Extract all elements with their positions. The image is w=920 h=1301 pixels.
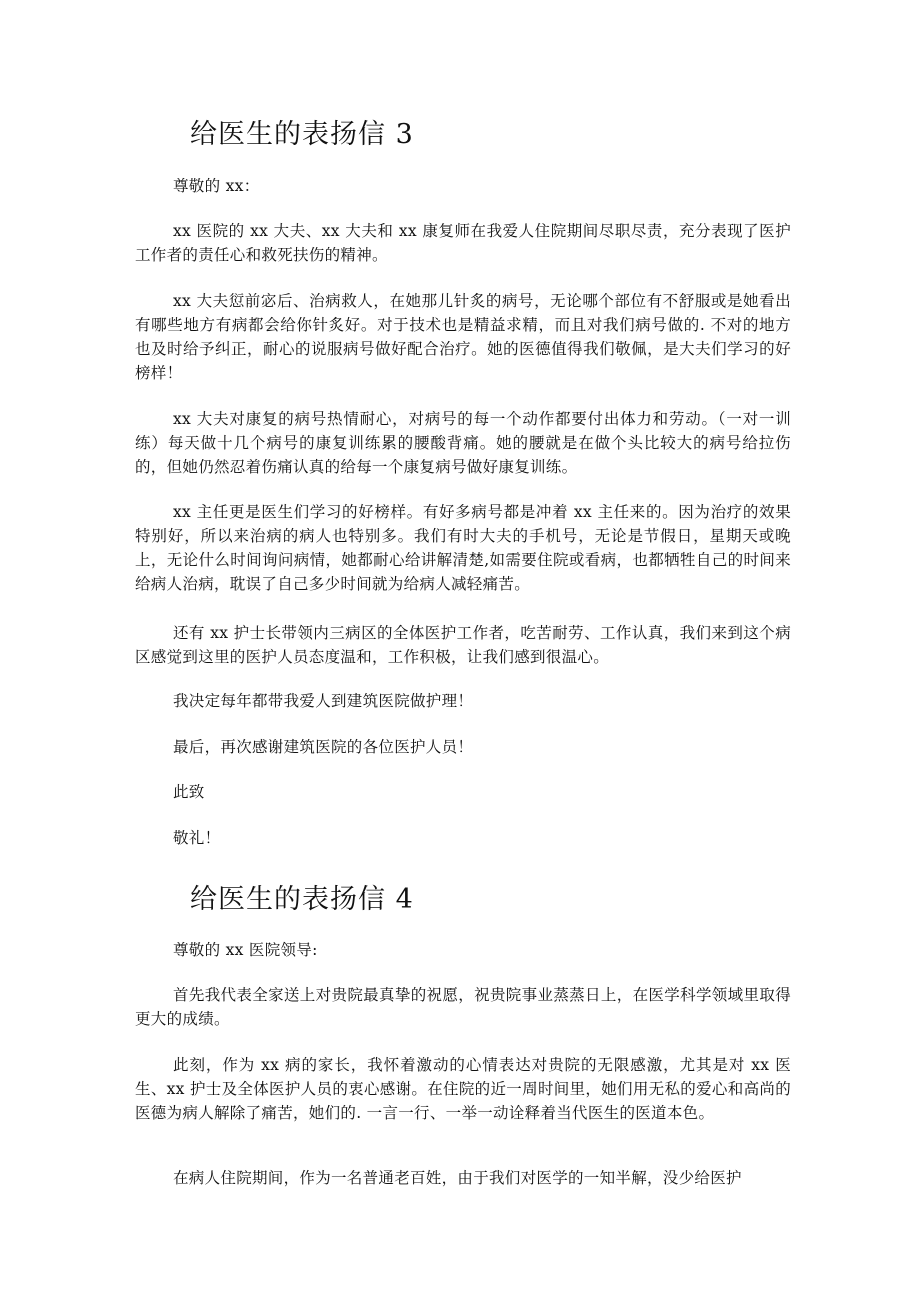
letter-3-paragraph-2: xx 大夫愆前宓后、治病救人，在她那儿针炙的病号，无论哪个部位有不舒服或是她看出有哪些地方有病都会给你针炙好。对于技术也是精益求精，而且对我们病号做的. 不对的地方也及时给予纠正，耐心的说服病号做好配合治疗。她的医德值得我们敬佩，是大夫们学习的好榜样！ [135,292,791,382]
letter-4-paragraph-1: 首先我代表全家送上对贵院最真挚的祝愿，祝贵院事业蒸蒸日上，在医学科学领域里取得更大的成绩。 [135,986,791,1028]
letter-4-paragraph-3: 在病人住院期间，作为一名普通老百姓，由于我们对医学的一知半解，没少给医护 [173,1169,742,1187]
letter-3-decision-line: 我决定每年都带我爱人到建筑医院做护理！ [173,692,474,710]
letter-3-title: 给医生的表扬信 3 [190,119,414,150]
letter-4-paragraph-2: 此刻，作为 xx 病的家长，我怀着激动的心情表达对贵院的无限感激，尤其是对 xx 医生、xx 护士及全体医护人员的衷心感谢。在住院的近一周时间里，她们用无私的爱心和高尚的医德为病人解除了痛苦，她们的. 一言一行、一举一动诠释着当代医生的医道本色。 [135,1056,791,1122]
letter-3-thanks-line: 最后，再次感谢建筑医院的各位医护人员！ [173,738,474,756]
letter-3-closing-2: 敬礼！ [173,829,221,847]
letter-3-paragraph-1: xx 医院的 xx 大夫、xx 大夫和 xx 康复师在我爱人住院期间尽职尽责，充分表现了医护工作者的责任心和救死扶伤的精神。 [135,222,791,264]
letter-3-paragraph-5: 还有 xx 护士长带领内三病区的全体医护工作者，吃苦耐劳、工作认真，我们来到这个病区感觉到这里的医护人员态度温和，工作积极，让我们感到很温心。 [135,624,791,666]
letter-3-paragraph-3: xx 大夫对康复的病号热情耐心，对病号的每一个动作都要付出体力和劳动。（一对一训练）每天做十几个病号的康复训练累的腰酸背痛。她的腰就是在做个头比较大的病号给拉伤的，但她仍然忍着伤痛认真的给每一个康复病号做好康复训练。 [135,410,791,476]
letter-3-greeting: 尊敬的 xx： [173,177,260,195]
letter-3-paragraph-4: xx 主任更是医生们学习的好榜样。有好多病号都是冲着 xx 主任来的。因为治疗的效果特别好，所以来治病的病人也特别多。我们有时大夫的手机号，无论是节假日，星期天或晚上，无论什么时间询问病情，她都耐心给讲解清楚,如需要住院或看病，也都牺牲自己的时间来给病人治病，耽误了自己多少时间就为给病人减轻痛苦。 [135,503,791,593]
letter-4-greeting: 尊敬的 xx 医院领导: [173,941,318,959]
letter-4-title: 给医生的表扬信 4 [190,884,414,915]
letter-3-closing-1: 此致 [173,783,205,801]
